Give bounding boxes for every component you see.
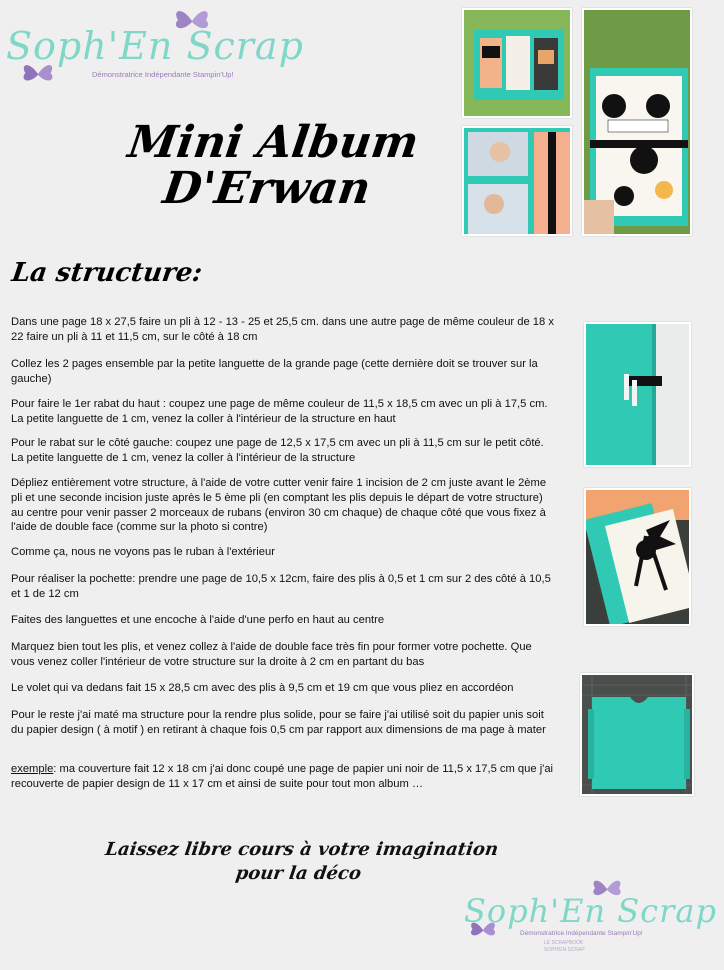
- logo-tiny-line: LE SCRAPBOOK: [544, 940, 584, 946]
- paragraph: Marquez bien tout les plis, et venez collez à l'aide de double face très fin pour former votre pochette. Que vous venez coller l'intérieur de votre structure sur la droite à 2 cm en partant du bas: [11, 641, 532, 668]
- page-title: [104, 117, 437, 214]
- logo-brand-text: Soph'En Scrap: [6, 24, 304, 68]
- title-line-1: Mini Album: [124, 117, 422, 168]
- footer-line-2: pour la déco: [234, 863, 363, 884]
- paragraph: Collez les 2 pages ensemble par la petite languette de la grande page (cette dernière doit se trouver sur la gauche): [11, 358, 538, 385]
- logo-brand-text: Soph'En Scrap: [464, 892, 717, 930]
- paragraph: Pour faire le 1er rabat du haut : coupez une page de même couleur de 11,5 x 18,5 cm avec un pli à 17,5 cm. La petite languette de 1 cm, venez la coller à l'intérieur de la structure en haut: [11, 398, 548, 425]
- photo-structure-slit: [584, 322, 691, 467]
- example-label: exemple: [11, 763, 54, 775]
- paragraph: Pour le reste j'ai maté ma structure pour la rendre plus solide, pour se faire j'ai utilisé soit du papier unis soit du papier design ( à motif ) en retirant à chaque fois 0,5 cm par rapport aux dimensions de ma page à mater: [11, 709, 546, 736]
- photo-album-inside: [462, 126, 572, 236]
- paragraph: Comme ça, nous ne voyons pas le ruban à l'extérieur: [11, 546, 275, 558]
- example-paragraph: [11, 762, 556, 792]
- paragraph: Pour réaliser la pochette: prendre une page de 10,5 x 12cm, faire des plis à 0,5 et 1 cm sur 2 des côté à 10,5 et 1 de 12 cm: [11, 573, 551, 600]
- photo-album-open: [462, 8, 572, 118]
- photo-ribbon-tied: [584, 488, 691, 626]
- brand-logo-top: [6, 4, 306, 84]
- logo-tagline: Démonstratrice Indépendante Stampin'Up!: [520, 930, 643, 937]
- logo-tagline: Démonstratrice Indépendante Stampin'Up!: [92, 70, 234, 79]
- paragraph: Dépliez entièrement votre structure, à l'aide de votre cutter venir faire 1 incision de 2 cm juste avant le 2ème pli et une seconde incision juste après le 5 ème pli (en comptant les plis depuis le départ de votre structure) au centre pour venir passer 2 morceaux de rubans (environ 30 cm chaque) de chaque côté que vous fixez à l'aide de double face (comme sur la photo si contre): [11, 477, 547, 534]
- brand-logo-bottom: [460, 874, 717, 964]
- photo-pocket: [580, 673, 694, 796]
- title-line-2: D'Erwan: [159, 163, 374, 214]
- paragraph: Dans une page 18 x 27,5 faire un pli à 12 - 13 - 25 et 25,5 cm. dans une autre page de même couleur de 18 x 22 faire un pli à 11 et 11,5 cm, sur le côté à 18 cm: [11, 316, 554, 343]
- paragraph: Faites des languettes et une encoche à l'aide d'une perfo en haut au centre: [11, 614, 385, 626]
- logo-tiny-line: SOPH'EN SCRAP: [544, 947, 585, 953]
- section-title: La structure:: [9, 258, 205, 288]
- paragraph: Pour le rabat sur le côté gauche: coupez une page de 12,5 x 17,5 cm avec un pli à 11,5 cm sur le petit côté. La petite languette de 1 cm, venez la coller à l'intérieur de la structure: [11, 437, 544, 464]
- footer-text: [97, 838, 504, 886]
- paragraph: Le volet qui va dedans fait 15 x 28,5 cm avec des plis à 9,5 cm et 19 cm que vous pliez en accordéon: [11, 682, 514, 694]
- footer-line-1: Laissez libre cours à votre imagination: [103, 839, 500, 860]
- photo-album-closed: [582, 8, 692, 236]
- example-text: : ma couverture fait 12 x 18 cm j'ai donc coupé une page de papier uni noir de 11,5 x 17,5 cm que j'ai recouverte de papier design de 11 x 17 cm et ainsi de suite pour tout mon album …: [11, 763, 554, 790]
